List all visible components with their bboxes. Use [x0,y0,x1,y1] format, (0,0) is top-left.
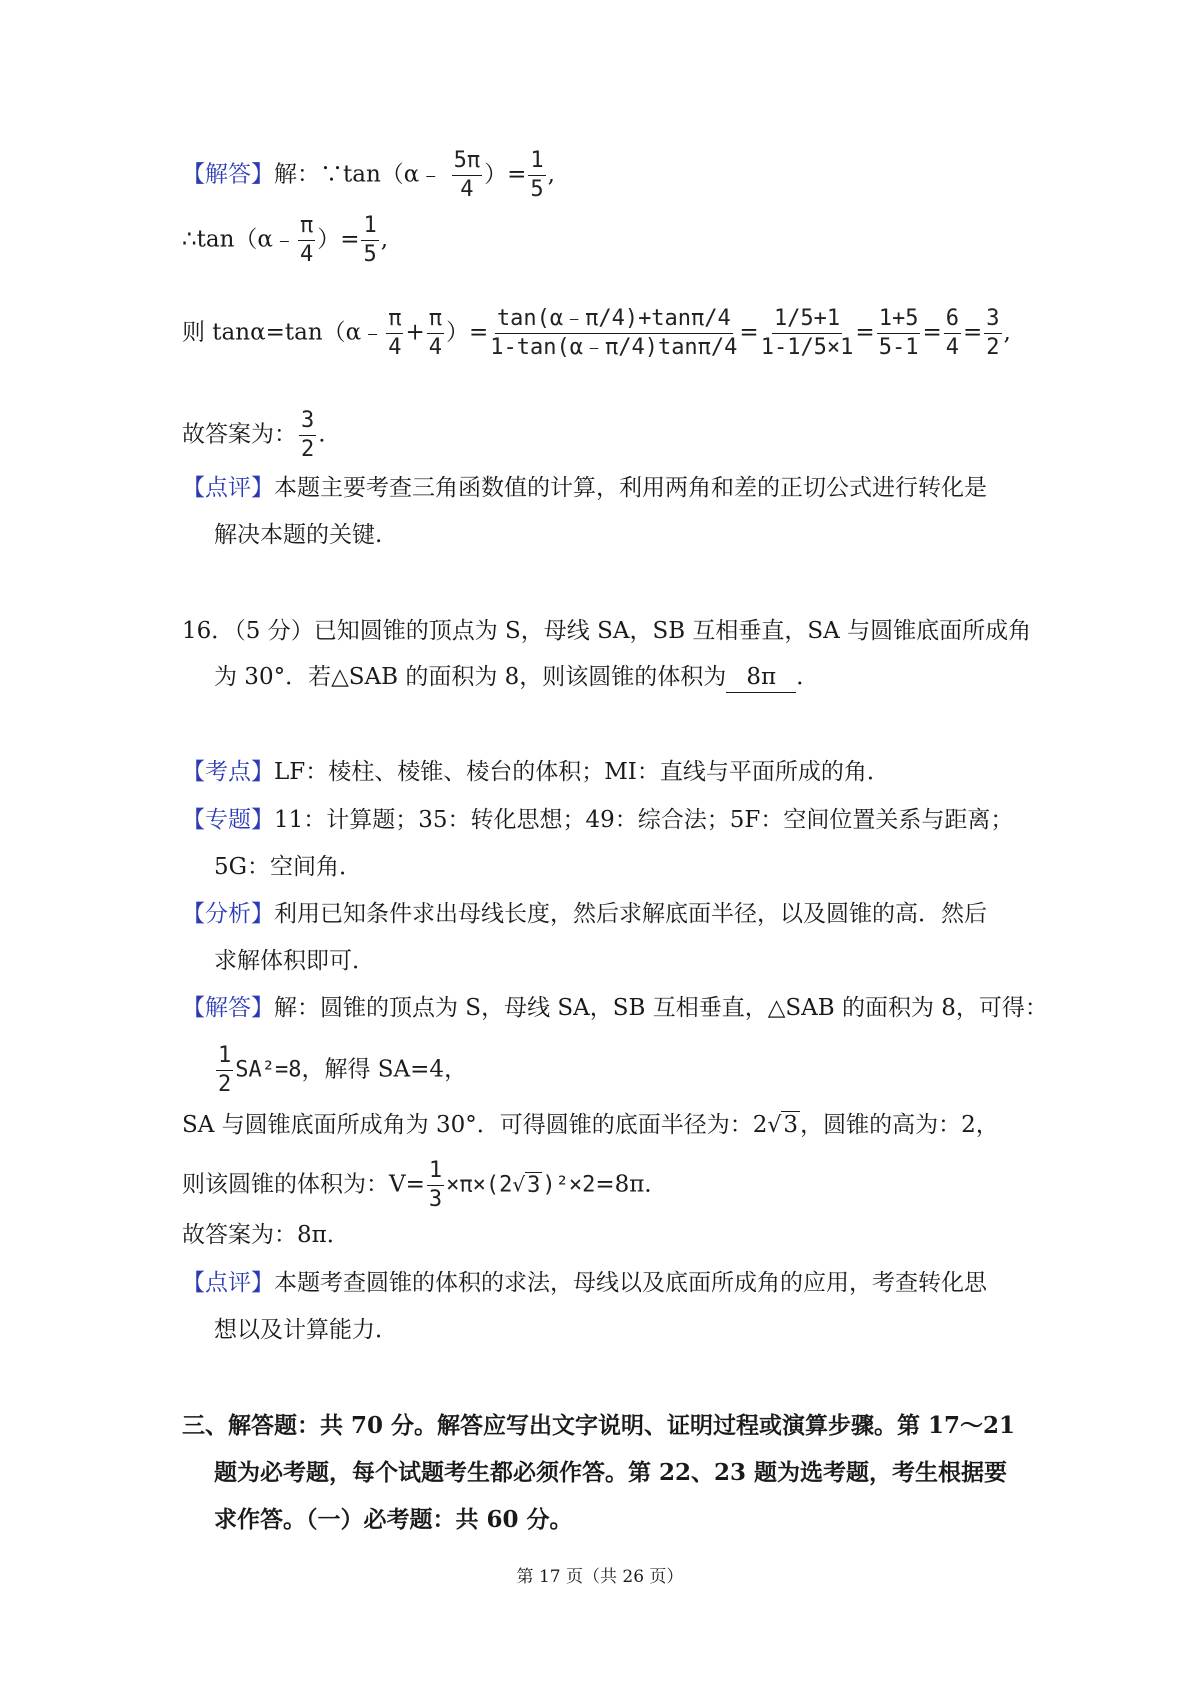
solution-line-3: 则 tanα=tan（α﹣ $\frac{\pi}{4}$ + $\frac{\pi}{4}$ ）= $\frac{\tan(\alpha﹣\pi/4)+\tan\pi/4}{1-\tan(\alpha﹣\pi/4)\tan\pi/4}$ = $\frac{1/5+1}{1-1/5\times 1}$ = $\frac{1+5}{5-1}$ = $\frac{6}{4}$ = $\frac{3}{2}$ , [182,306,1011,360]
fraction: $\frac{5\pi}{4}$ [453,148,481,202]
jieda-line-1: 【解答】解：圆锥的顶点为 S，母线 SA，SB 互相垂直，△SAB 的面积为 8，可得： [182,995,1048,1021]
fraction: $\frac{1}{3}$ [428,1158,443,1212]
fraction: $\frac{1}{2}$ [218,1043,232,1097]
question-16-line-2: 为 30°．若△SAB 的面积为 8，则该圆锥的体积为 8π ． [214,662,819,693]
fraction: $\frac{1}{5}$ [530,148,544,202]
review-line-2: 解决本题的关键. [214,522,383,548]
solution-line-1: 【解答】解：∵tan（α﹣ $\frac{5\pi}{4}$ ）= $\frac{1}{5}$ , [182,148,555,202]
fraction: $\frac{1/5+1}{1-1/5\times 1}$ [760,306,854,360]
jieda-line-4: 则该圆锥的体积为：V= $\frac{1}{3}$ ×π×(2√3)²×2=8π． [182,1158,668,1212]
kaodian-line: 【考点】LF：棱柱、棱锥、棱台的体积；MI：直线与平面所成的角． [182,759,890,785]
section-3-line-2: 题为必考题，每个试题考生都必须作答。第 22、23 题为选考题，考生根据要 [214,1459,1008,1486]
zhuanti-tag: 【专题】 [182,807,274,833]
fraction: $\frac{3}{2}$ [986,306,1000,360]
answer-line-16: 故答案为：8π． [182,1222,350,1248]
fenxi-line-1: 【分析】利用已知条件求出母线长度，然后求解底面半径，以及圆锥的高．然后 [182,901,987,927]
section-3-line-3: 求作答。（一）必考题：共 60 分。 [214,1506,573,1533]
section-3-line-1: 三、解答题：共 70 分。解答应写出文字说明、证明过程或演算步骤。第 17～21 [182,1412,1016,1439]
kaodian-tag: 【考点】 [182,759,274,785]
tan-sum-fraction: $\frac{\tan(\alpha﹣\pi/4)+\tan\pi/4}{1-\tan(\alpha﹣\pi/4)\tan\pi/4}$ [490,306,738,360]
jieda-line-2: $\frac{1}{2}$ SA²=8，解得 SA=4， [218,1043,468,1097]
fraction: $\frac{1}{5}$ [363,213,377,267]
answer-blank: 8π [726,662,796,693]
answer-line: 故答案为： $\frac{3}{2}$ . [182,408,326,462]
fraction: $\frac{\pi}{4}$ [388,306,402,360]
question-16-line-1: 16．（5 分）已知圆锥的顶点为 S，母线 SA，SB 互相垂直，SA 与圆锥底面所成角 [182,618,1032,644]
dianping-tag: 【点评】 [182,1270,274,1296]
solution-line-2: ∴tan（α﹣ $\frac{\pi}{4}$ ）= $\frac{1}{5}$ , [182,213,389,267]
solution-tag: 【解答】 [182,161,274,188]
review-line-1: 【点评】本题主要考查三角函数值的计算，利用两角和差的正切公式进行转化是 [182,475,987,501]
fraction: $\frac{\pi}{4}$ [299,213,314,267]
fenxi-tag: 【分析】 [182,901,274,927]
zhuanti-line-1: 【专题】11：计算题；35：转化思想；49：综合法；5F：空间位置关系与距离； [182,807,1014,833]
dianping-line-2: 想以及计算能力． [214,1317,398,1343]
review-tag: 【点评】 [182,475,274,501]
page-footer: 第 17 页（共 26 页） [516,1567,684,1587]
fenxi-line-2: 求解体积即可． [214,948,375,974]
fraction: $\frac{3}{2}$ [301,408,315,462]
jieda-tag: 【解答】 [182,995,274,1021]
fraction: $\frac{6}{4}$ [945,306,959,360]
zhuanti-line-2: 5G：空间角． [214,854,363,880]
dianping-line-1: 【点评】本题考查圆锥的体积的求法，母线以及底面所成角的应用，考查转化思 [182,1270,987,1296]
jieda-line-3: SA 与圆锥底面所成角为 30°．可得圆锥的底面半径为：2√3，圆锥的高为：2， [182,1112,999,1138]
fraction: $\frac{1+5}{5-1}$ [878,306,919,360]
fraction: $\frac{\pi}{4}$ [428,306,442,360]
